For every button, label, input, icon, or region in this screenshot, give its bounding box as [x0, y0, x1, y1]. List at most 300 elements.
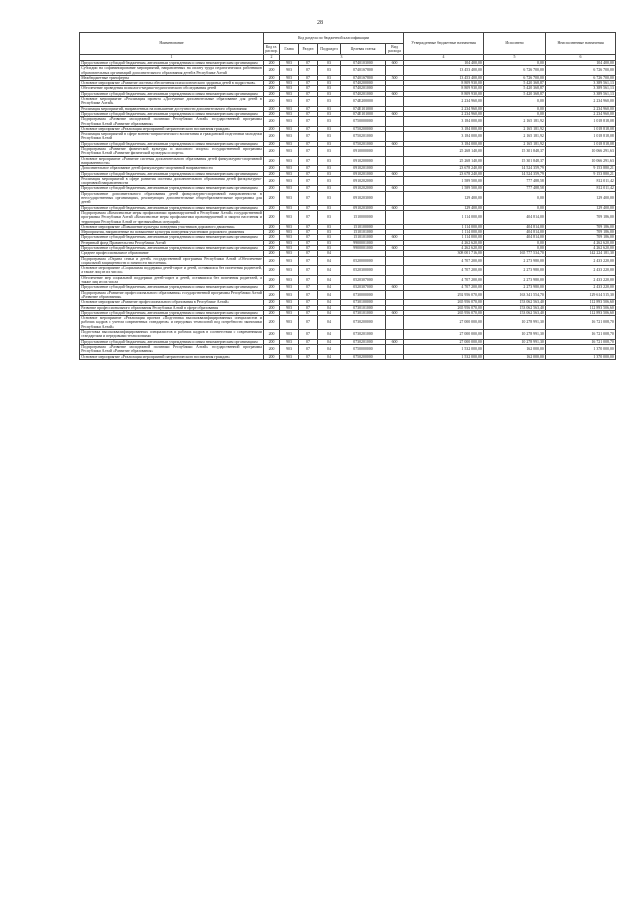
row-gr-code: 200 [264, 290, 280, 300]
row-name: Дополнительное образование детей физкультурно-спортивной направленности [80, 166, 264, 171]
row-gr-code: 200 [264, 224, 280, 229]
row-name: Предоставление субсидий бюджетным, автономным учреждениям и иным некоммерческим организациям [80, 91, 264, 96]
row-section: 07 [299, 354, 318, 359]
row-expense-type [386, 117, 404, 127]
row-expense-type: 600 [386, 205, 404, 210]
row-executed: 162 000,00 [484, 344, 546, 354]
row-gr-code: 200 [264, 75, 280, 80]
row-unexecuted: 142 224 181,30 [546, 251, 616, 256]
row-subsection: 03 [318, 240, 341, 245]
row-target-article: 0910203000 [341, 191, 386, 205]
row-approved: 129 400,00 [404, 205, 484, 210]
row-subsection: 03 [318, 224, 341, 229]
row-expense-type: 600 [386, 310, 404, 315]
row-unexecuted: 2 433 220,00 [546, 256, 616, 266]
row-name: Основное мероприятие «Развитие системы обеспечения психологического здоровья детей в подростков» [80, 81, 264, 86]
row-subsection: 03 [318, 61, 341, 66]
row-section: 07 [299, 126, 318, 131]
row-section: 07 [299, 176, 318, 186]
row-executed: 153 062 563,40 [484, 300, 546, 305]
row-section: 07 [299, 156, 318, 166]
row-executed: 10 278 991,30 [484, 330, 546, 340]
row-approved: 265 956 070,00 [404, 305, 484, 310]
row-target-article: 0730000000 [341, 290, 386, 300]
row-subsection: 03 [318, 156, 341, 166]
row-subsection: 04 [318, 290, 341, 300]
row-gr-code: 200 [264, 97, 280, 107]
row-subsection: 03 [318, 97, 341, 107]
row-subsection: 04 [318, 310, 341, 315]
row-target-article: 0740200000 [341, 81, 386, 86]
row-chapter: 903 [280, 330, 299, 340]
row-target-article: 0730100000 [341, 300, 386, 305]
row-section: 07 [299, 97, 318, 107]
row-unexecuted: 9 153 880,21 [546, 171, 616, 176]
row-gr-code: 200 [264, 230, 280, 235]
column-number: 6 [546, 55, 616, 61]
row-chapter: 903 [280, 81, 299, 86]
row-subsection: 04 [318, 275, 341, 285]
row-approved: 3 184 000,00 [404, 141, 484, 146]
row-target-article: 0740103000 [341, 61, 386, 66]
row-chapter: 903 [280, 275, 299, 285]
row-target-article: 0520307000 [341, 285, 386, 290]
row-approved: 13 453 400,00 [404, 75, 484, 80]
row-name: Обеспечение проведения психолого-медико-педагогического обследования детей [80, 86, 264, 91]
row-name: Подпрограмма «Развитие физической культуры и массового спорта» государственной программы Республики Алтай «Развитие физической культуры и спорта» [81, 147, 262, 156]
row-name: Мероприятия, направленные на повышение культуры поведения участников дорожного движения [80, 230, 264, 235]
row-expense-type: 500 [386, 75, 404, 80]
header-executed: Исполнено [484, 33, 546, 55]
row-chapter: 903 [280, 86, 299, 91]
header-classification-group: Код раздела по бюджетной классификации [264, 33, 404, 44]
row-unexecuted: 1 370 000,00 [546, 354, 616, 359]
row-executed: 0,00 [484, 97, 546, 107]
row-expense-type [386, 156, 404, 166]
row-subsection: 04 [318, 251, 341, 256]
row-executed: 404 814,00 [484, 224, 546, 229]
row-chapter: 903 [280, 97, 299, 107]
row-gr-code: 200 [264, 141, 280, 146]
row-executed: 6 726 700,00 [484, 66, 546, 76]
row-subsection: 03 [318, 230, 341, 235]
row-chapter: 903 [280, 176, 299, 186]
row-chapter: 903 [280, 171, 299, 176]
row-section: 07 [299, 275, 318, 285]
row-chapter: 903 [280, 61, 299, 66]
row-section: 07 [299, 330, 318, 340]
row-name: Основное мероприятие «Реализация мероприятий патриотического воспитания граждан» [80, 126, 264, 131]
row-subsection: 03 [318, 91, 341, 96]
row-subsection: 04 [318, 344, 341, 354]
row-subsection: 03 [318, 86, 341, 91]
row-gr-code: 200 [264, 330, 280, 340]
row-executed: 5 420 368,87 [484, 86, 546, 91]
row-gr-code: 200 [264, 344, 280, 354]
row-subsection: 03 [318, 117, 341, 127]
row-chapter: 903 [280, 66, 299, 76]
row-target-article: 0730101000 [341, 305, 386, 310]
row-unexecuted: 812 011,42 [546, 186, 616, 191]
row-expense-type [386, 147, 404, 157]
row-unexecuted: 812 011,42 [546, 176, 616, 186]
row-name: Подпрограмма «Охрана семьи и детей» государственной программы Республики Алтай «Обеспечение социальной защищенности и занятости населения» [81, 256, 262, 265]
row-name: Обеспечение мер социальной поддержки детей-сирот и детей, оставшихся без попечения родителей, а также лиц из их числа [81, 275, 262, 285]
row-executed: 2 273 980,00 [484, 275, 546, 285]
row-expense-type [386, 275, 404, 285]
row-gr-code: 200 [264, 354, 280, 359]
row-target-article: 0910203000 [341, 205, 386, 210]
row-approved: 4 707 200,00 [404, 285, 484, 290]
row-unexecuted: 709 186,00 [546, 224, 616, 229]
row-section: 07 [299, 147, 318, 157]
row-unexecuted: 16 721 008,70 [546, 330, 616, 340]
row-target-article: 0750000000 [341, 117, 386, 127]
row-gr-code: 200 [264, 106, 280, 111]
header-glava: Глава [280, 44, 299, 55]
row-expense-type: 600 [386, 235, 404, 240]
row-name: Резервный фонд Правительства Республики Алтай [80, 240, 264, 245]
row-unexecuted: 112 893 506,60 [546, 310, 616, 315]
row-unexecuted: 2 433 220,00 [546, 285, 616, 290]
row-subsection: 03 [318, 141, 341, 146]
row-target-article: 0750200000 [341, 354, 386, 359]
row-unexecuted: 2 433 220,00 [546, 275, 616, 285]
row-section: 07 [299, 141, 318, 146]
row-chapter: 903 [280, 147, 299, 157]
row-section: 07 [299, 240, 318, 245]
row-unexecuted: 3 389 561,13 [546, 86, 616, 91]
row-subsection: 04 [318, 354, 341, 359]
row-executed: 404 814,00 [484, 210, 546, 224]
column-number: 2 [264, 55, 280, 61]
row-approved: 4 262 620,00 [404, 240, 484, 245]
row-gr-code: 200 [264, 205, 280, 210]
table-row [80, 176, 616, 186]
row-executed: 165 777 534,70 [484, 251, 546, 256]
row-approved: 25 268 140,00 [404, 147, 484, 157]
row-subsection: 03 [318, 205, 341, 210]
row-name: Субсидии на софинансирование мероприятий, направленных на оплату труда педагогических работников образовательных организаций дополнительного образования детей в Республике Алтай [81, 66, 262, 75]
row-unexecuted: 2 234 960,00 [546, 97, 616, 107]
row-target-article: 0740201000 [341, 91, 386, 96]
row-expense-type [386, 330, 404, 340]
table-row [80, 147, 616, 157]
row-section: 07 [299, 132, 318, 142]
row-gr-code: 200 [264, 285, 280, 290]
row-name: Подпрограмма «Развитие молодежной политики Республики Алтай» государственной программы Республики Алтай «Развитие образования» [81, 344, 262, 354]
row-executed: 162 000,00 [484, 354, 546, 359]
row-chapter: 903 [280, 205, 299, 210]
row-executed: 2 165 181,92 [484, 132, 546, 142]
row-subsection: 04 [318, 330, 341, 340]
row-section: 07 [299, 300, 318, 305]
table-row [80, 290, 616, 300]
row-gr-code: 200 [264, 240, 280, 245]
row-approved: 8 809 930,00 [404, 91, 484, 96]
row-unexecuted: 4 262 620,00 [546, 245, 616, 250]
row-subsection: 04 [318, 266, 341, 276]
row-expense-type [386, 176, 404, 186]
row-expense-type: 600 [386, 339, 404, 344]
row-executed: 0,00 [484, 106, 546, 111]
row-name: Подпрограмма «Комплексные меры профилактики правонарушений в Республике Алтай» государственной программы Республики Алтай «Комплексные меры профилактики правонарушений и защита населения и территории Республики Алтай от чрезвычайных ситуаций» [81, 210, 262, 224]
row-section: 07 [299, 290, 318, 300]
row-executed: 2 165 181,92 [484, 141, 546, 146]
row-gr-code: 200 [264, 275, 280, 285]
row-gr-code: 200 [264, 245, 280, 250]
row-executed: 5 420 368,87 [484, 81, 546, 86]
row-section: 07 [299, 224, 318, 229]
row-chapter: 903 [280, 300, 299, 305]
row-unexecuted: 1 018 818,08 [546, 117, 616, 127]
row-name: Предоставление субсидий бюджетным, автономным учреждениям и иным некоммерческим организациям [80, 186, 264, 191]
row-executed: 15 301 848,37 [484, 156, 546, 166]
row-approved: 25 268 140,00 [404, 156, 484, 166]
row-target-article: 0730200000 [341, 316, 386, 330]
row-name: Предоставление субсидий бюджетным, автономным учреждениям и иным некоммерческим организациям [80, 141, 264, 146]
row-unexecuted: 3 389 561,13 [546, 91, 616, 96]
row-target-article: 0910202000 [341, 176, 386, 186]
row-name: Предоставление субсидий бюджетным, автономным учреждениям и иным некоммерческим организациям [80, 205, 264, 210]
row-target-article: 0730101000 [341, 310, 386, 315]
row-target-article: 0910202000 [341, 186, 386, 191]
row-executed: 153 062 563,40 [484, 310, 546, 315]
row-section: 07 [299, 230, 318, 235]
row-executed: 404 814,00 [484, 230, 546, 235]
row-name: Основное мероприятие «Реализация проекта «Доступные дополнительные образование для детей в Республике Алтай» [81, 97, 262, 106]
row-unexecuted: 1 018 818,08 [546, 132, 616, 142]
row-chapter: 903 [280, 75, 299, 80]
row-name: Основное мероприятие «Реализация проекта «Подготовка высококвалифицированных специалистов и рабочих кадров с учетом современных стандартов» и передовых технологий под потребности экономики Республики Алтай» [81, 316, 262, 329]
row-section: 07 [299, 166, 318, 171]
row-chapter: 903 [280, 91, 299, 96]
row-unexecuted: 6 726 700,00 [546, 66, 616, 76]
row-gr-code: 200 [264, 310, 280, 315]
row-name: Развитие профессионального образования Республики Алтай в сфере образования [80, 305, 264, 310]
row-unexecuted: 4 262 620,00 [546, 240, 616, 245]
row-gr-code: 200 [264, 305, 280, 310]
row-unexecuted: 9 153 880,21 [546, 166, 616, 171]
row-subsection: 03 [318, 132, 341, 142]
row-subsection: 03 [318, 235, 341, 240]
row-target-article: 0910201000 [341, 171, 386, 176]
row-unexecuted: 112 893 506,60 [546, 305, 616, 310]
row-executed: 0,00 [484, 111, 546, 116]
row-target-article: 0520000000 [341, 256, 386, 266]
row-name: Предоставление субсидий бюджетным, автономным учреждениям и иным некоммерческим организациям [80, 245, 264, 250]
row-name: Межбюджетные трансферты [80, 75, 264, 80]
row-section: 07 [299, 75, 318, 80]
row-executed: 5 420 368,87 [484, 91, 546, 96]
row-chapter: 903 [280, 166, 299, 171]
row-subsection: 04 [318, 305, 341, 310]
row-subsection: 03 [318, 147, 341, 157]
table-header [80, 33, 616, 61]
row-name: Основное мероприятие «Повышение культуры поведения участников дорожного движения» [80, 224, 264, 229]
row-chapter: 903 [280, 191, 299, 205]
row-expense-type [386, 256, 404, 266]
row-target-article: 1510000000 [341, 210, 386, 224]
row-gr-code: 200 [264, 111, 280, 116]
row-expense-type [386, 191, 404, 205]
row-section: 07 [299, 61, 318, 66]
row-executed: 2 273 980,00 [484, 256, 546, 266]
row-subsection: 03 [318, 245, 341, 250]
row-subsection: 03 [318, 81, 341, 86]
row-target-article: 074E200000 [341, 97, 386, 107]
table-row [80, 97, 616, 107]
row-name: Реализация мероприятий в сфере развития системы дополнительного образования детей физкультурно-спортивной направленности [81, 176, 262, 186]
row-chapter: 903 [280, 256, 299, 266]
row-approved: 265 956 070,00 [404, 300, 484, 305]
row-executed: 14 524 359,79 [484, 171, 546, 176]
row-gr-code: 200 [264, 81, 280, 86]
row-name: Предоставление субсидий бюджетным, автономным учреждениям и иным некоммерческим организациям [80, 235, 264, 240]
row-gr-code: 200 [264, 210, 280, 224]
row-unexecuted: 10 066 291,63 [546, 156, 616, 166]
row-approved: 8 809 930,00 [404, 86, 484, 91]
row-expense-type: 600 [386, 61, 404, 66]
row-section: 07 [299, 117, 318, 127]
row-target-article: 1510101000 [341, 230, 386, 235]
row-approved: 4 707 200,00 [404, 275, 484, 285]
header-kod-gr: Код гл. распор. [265, 44, 278, 53]
row-subsection: 03 [318, 66, 341, 76]
row-section: 07 [299, 186, 318, 191]
row-expense-type [386, 344, 404, 354]
row-gr-code: 200 [264, 256, 280, 266]
row-name: Основное мероприятие «Развитие системы дополнительного образования детей физкультурно-спортивной направленности» [81, 156, 262, 165]
row-expense-type [386, 97, 404, 107]
row-chapter: 903 [280, 251, 299, 256]
row-gr-code: 200 [264, 166, 280, 171]
row-unexecuted: 16 721 008,70 [546, 316, 616, 330]
row-gr-code: 200 [264, 266, 280, 276]
row-section: 07 [299, 339, 318, 344]
row-gr-code: 200 [264, 171, 280, 176]
row-subsection: 03 [318, 186, 341, 191]
row-approved: 1 114 000,00 [404, 230, 484, 235]
row-section: 07 [299, 91, 318, 96]
header-expense-type: Вид расхода [386, 44, 404, 55]
row-name: Основное мероприятие «Реализация мероприятий патриотического воспитания граждан» [80, 354, 264, 359]
row-subsection: 04 [318, 256, 341, 266]
row-chapter: 903 [280, 339, 299, 344]
row-section: 07 [299, 66, 318, 76]
row-section: 07 [299, 266, 318, 276]
row-expense-type [386, 132, 404, 142]
row-gr-code: 200 [264, 156, 280, 166]
row-gr-code: 200 [264, 126, 280, 131]
row-gr-code: 200 [264, 339, 280, 344]
row-target-article: 0910200000 [341, 156, 386, 166]
row-name: Среднее профессиональное образование [80, 251, 264, 256]
row-target-article: 07401S7800 [341, 75, 386, 80]
row-section: 07 [299, 235, 318, 240]
row-approved: 1 114 000,00 [404, 224, 484, 229]
row-executed: 777 488,58 [484, 176, 546, 186]
row-section: 07 [299, 111, 318, 116]
row-subsection: 03 [318, 111, 341, 116]
row-approved: 8 809 930,00 [404, 81, 484, 86]
row-gr-code: 200 [264, 316, 280, 330]
row-section: 07 [299, 81, 318, 86]
row-executed: 153 062 563,40 [484, 305, 546, 310]
row-chapter: 903 [280, 230, 299, 235]
row-approved: 27 000 000,00 [404, 339, 484, 344]
row-expense-type [386, 66, 404, 76]
row-subsection: 03 [318, 191, 341, 205]
row-expense-type [386, 266, 404, 276]
row-approved: 23 678 240,00 [404, 166, 484, 171]
row-approved: 1 532 000,00 [404, 344, 484, 354]
row-gr-code: 200 [264, 176, 280, 186]
row-target-article: 0730201000 [341, 330, 386, 340]
table-row [80, 156, 616, 166]
row-target-article: 0520300000 [341, 266, 386, 276]
table-row [80, 354, 616, 359]
row-approved: 2 234 960,00 [404, 106, 484, 111]
row-target-article: 0730201000 [341, 339, 386, 344]
row-executed: 6 726 700,00 [484, 75, 546, 80]
row-approved: 292 956 070,00 [404, 290, 484, 300]
row-target-article: 1510101000 [341, 235, 386, 240]
row-subsection: 04 [318, 316, 341, 330]
row-approved: 1 114 000,00 [404, 210, 484, 224]
row-chapter: 903 [280, 141, 299, 146]
row-executed: 0,00 [484, 61, 546, 66]
row-unexecuted: 1 018 818,08 [546, 141, 616, 146]
table-row [80, 256, 616, 266]
row-expense-type: 600 [386, 141, 404, 146]
row-chapter: 903 [280, 285, 299, 290]
row-unexecuted: 1 018 818,08 [546, 126, 616, 131]
row-name: Реализация мероприятий, направленных на повышение доступности дополнительного образования [80, 106, 264, 111]
row-approved: 27 000 000,00 [404, 316, 484, 330]
row-executed: 0,00 [484, 245, 546, 250]
row-chapter: 903 [280, 344, 299, 354]
row-subsection: 03 [318, 126, 341, 131]
row-approved: 3 184 000,00 [404, 132, 484, 142]
row-section: 07 [299, 171, 318, 176]
table-row [80, 132, 616, 142]
row-approved: 3 184 000,00 [404, 117, 484, 127]
row-approved: 308 001 716,00 [404, 251, 484, 256]
header-approved: Утвержденные бюджетные назначения [404, 33, 484, 55]
row-unexecuted: 129 400,00 [546, 191, 616, 205]
row-approved: 2 234 960,00 [404, 97, 484, 107]
row-chapter: 903 [280, 111, 299, 116]
row-name: Подпрограмма «Развитие профессионального образования» государственной программы Республики Алтай «Развитие образования» [81, 290, 262, 299]
header-razdel: Раздел [299, 44, 318, 55]
row-section: 07 [299, 205, 318, 210]
row-subsection: 03 [318, 210, 341, 224]
row-name: Предоставление субсидий бюджетным, автономным учреждениям и иным некоммерческим организациям [80, 339, 264, 344]
row-approved: 1 589 500,00 [404, 186, 484, 191]
row-subsection: 04 [318, 285, 341, 290]
row-name: Основное мероприятие «Развитие профессионального образования в Республике Алтай» [80, 300, 264, 305]
row-expense-type [386, 316, 404, 330]
row-executed: 2 165 181,92 [484, 126, 546, 131]
row-expense-type: 600 [386, 171, 404, 176]
row-chapter: 903 [280, 290, 299, 300]
row-approved: 1 589 500,00 [404, 176, 484, 186]
row-chapter: 903 [280, 310, 299, 315]
row-section: 07 [299, 256, 318, 266]
row-approved: 2 234 960,00 [404, 111, 484, 116]
header-podrazdel: Подраздел [318, 44, 341, 55]
